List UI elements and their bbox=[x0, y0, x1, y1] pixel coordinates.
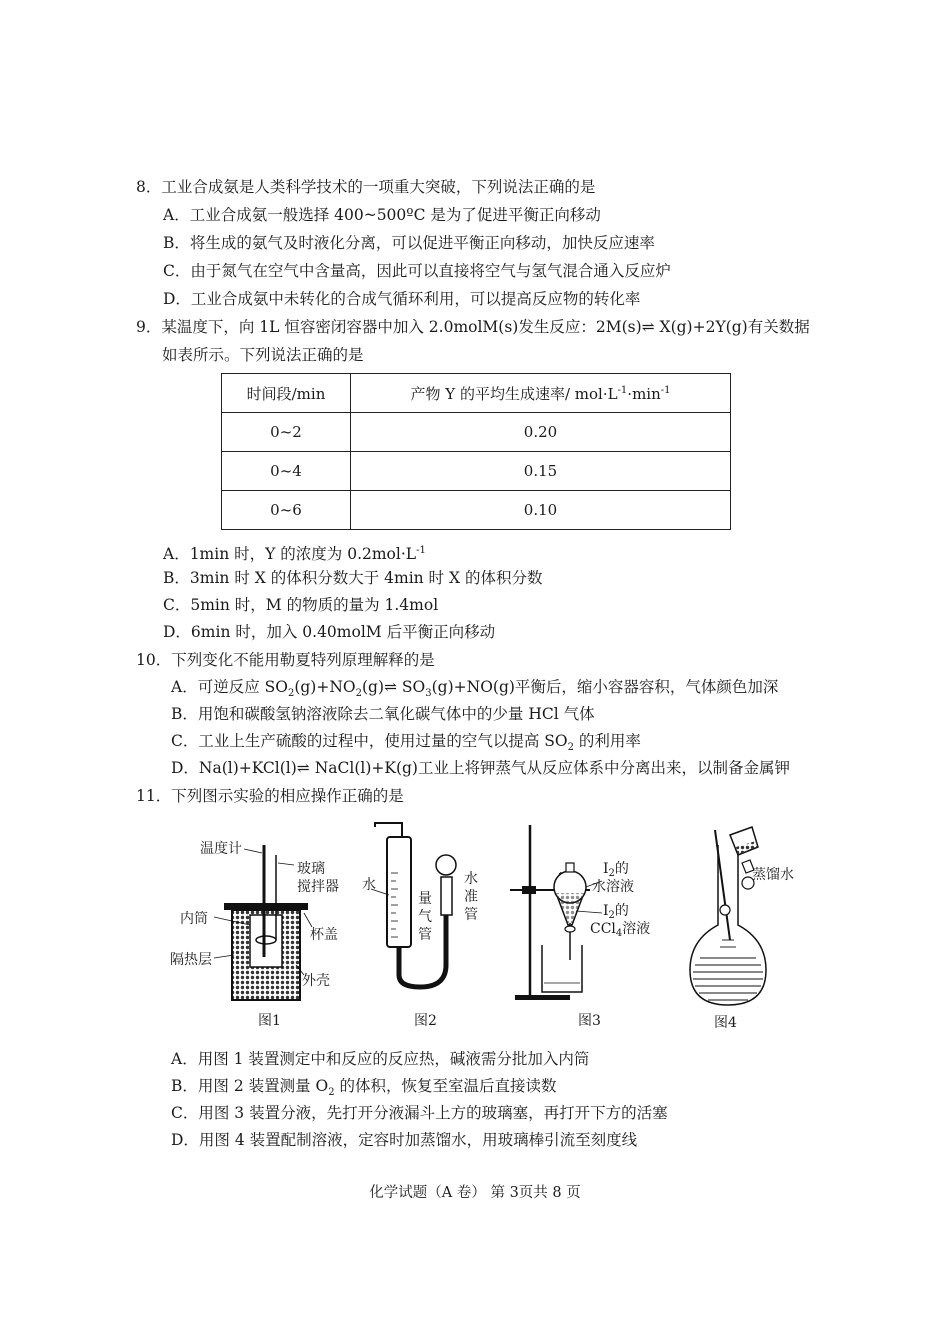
table-row bbox=[222, 491, 731, 530]
fig4-label-water: 蒸馏水 bbox=[752, 867, 794, 883]
figure4-volumetric-flask bbox=[690, 827, 794, 1031]
figure3-separatory-funnel bbox=[510, 825, 650, 1029]
table-cell-period: 0~2 bbox=[222, 413, 351, 452]
fig2-label-gauge-1: 量 bbox=[418, 891, 432, 907]
fig1-label-thermometer: 温度计 bbox=[200, 841, 242, 857]
table-cell-rate: 0.15 bbox=[351, 452, 731, 491]
q9-stem-line2: 如表所示。下列说法正确的是 bbox=[162, 346, 364, 364]
q11-option-b: B．用图 2 装置测量 $O_2$ 的体积，恢复至室温后直接读数 bbox=[171, 1077, 557, 1099]
q11-stem: 11．下列图示实验的相应操作正确的是 bbox=[136, 787, 404, 805]
fig2-label-gauge-2: 气 bbox=[418, 909, 432, 925]
q8-option-c: C．由于氮气在空气中含量高，因此可以直接将空气与氢气混合通入反应炉 bbox=[163, 262, 671, 280]
fig2-label-level-2: 准 bbox=[464, 889, 478, 905]
q9-option-c: C．5min 时，M 的物质的量为 1.4mol bbox=[163, 596, 439, 614]
q9-option-a: A．1min 时，Y 的浓度为 $0.2mol\cdot L^{-1}$ bbox=[163, 545, 426, 564]
q9-option-d: D．6min 时，加入 0.40molM 后平衡正向移动 bbox=[163, 623, 496, 641]
fig3-caption: 图3 bbox=[578, 1013, 601, 1029]
fig3-label-top-solution: 水溶液 bbox=[592, 879, 634, 895]
q9-option-b: B．3min 时 X 的体积分数大于 4min 时 X 的体积分数 bbox=[163, 569, 543, 587]
q11-option-c: C．用图 3 装置分液，先打开分液漏斗上方的玻璃塞，再打开下方的活塞 bbox=[171, 1104, 668, 1122]
table-cell-rate: 0.10 bbox=[351, 491, 731, 530]
fig1-label-insulation: 隔热层 bbox=[170, 952, 212, 968]
table-header-period: 时间段/min bbox=[222, 374, 351, 413]
q9-stem-line1: 9．某温度下，向 1L 恒容密闭容器中加入 2.0molM(s)发生反应：2M(s)⇌ X(g)+2Y(g)有关数据 bbox=[136, 318, 810, 336]
fig2-caption: 图2 bbox=[414, 1013, 437, 1029]
fig4-caption: 图4 bbox=[714, 1015, 737, 1031]
figure1-calorimeter bbox=[170, 840, 339, 1029]
table-cell-rate: 0.20 bbox=[351, 413, 731, 452]
fig1-caption: 图1 bbox=[258, 1013, 281, 1029]
q10-option-b: B．用饱和碳酸氢钠溶液除去二氧化碳气体中的少量 HCl 气体 bbox=[171, 705, 595, 723]
q9-data-table bbox=[221, 373, 731, 530]
table-header-rate: 产物 Y 的平均生成速率/ $mol\cdot L^{-1}\cdot\min^{-1}$ bbox=[351, 374, 731, 413]
fig1-label-shell: 外壳 bbox=[302, 973, 330, 989]
table-header-row bbox=[222, 374, 731, 413]
q8-option-d: D．工业合成氨中未转化的合成气循环利用，可以提高反应物的转化率 bbox=[163, 290, 641, 308]
q10-option-c: C．工业上生产硫酸的过程中，使用过量的空气以提高 $SO_2$ 的利用率 bbox=[171, 732, 641, 754]
fig2-label-water: 水 bbox=[362, 877, 376, 893]
table-cell-period: 0~4 bbox=[222, 452, 351, 491]
figure2-gas-burette bbox=[362, 823, 478, 1029]
fig2-label-level-1: 水 bbox=[464, 871, 478, 887]
fig1-label-inner: 内筒 bbox=[180, 911, 208, 927]
fig1-label-stirrer-1: 玻璃 bbox=[297, 861, 325, 877]
fig2-label-level-3: 管 bbox=[464, 907, 478, 923]
fig3-label-bottom: $I_2$的 bbox=[603, 903, 629, 921]
table-row bbox=[222, 452, 731, 491]
q8-option-a: A．工业合成氨一般选择 400~500ºC 是为了促进平衡正向移动 bbox=[163, 206, 601, 224]
q11-option-a: A．用图 1 装置测定中和反应的反应热，碱液需分批加入内筒 bbox=[171, 1050, 590, 1068]
q11-figures bbox=[170, 815, 810, 1040]
q10-stem: 10．下列变化不能用勒夏特列原理解释的是 bbox=[136, 651, 435, 669]
table-cell-period: 0~6 bbox=[222, 491, 351, 530]
q10-option-d: D．Na(l)+KCl(l)⇌ NaCl(l)+K(g)工业上将钾蒸气从反应体系中分离出来，以制备金属钾 bbox=[171, 759, 790, 777]
fig3-label-top: $I_2$的 bbox=[603, 861, 629, 879]
q10-option-a: A．可逆反应 $SO_2(g)+NO_2(g)\rightleftharpoons$ $SO_3(g)+NO(g)$平衡后，缩小容器容积，气体颜色加深 bbox=[171, 678, 779, 700]
apparatus-figures bbox=[170, 815, 810, 1040]
q8-stem: 8．工业合成氨是人类科学技术的一项重大突破，下列说法正确的是 bbox=[136, 178, 596, 196]
fig1-label-stirrer-2: 搅拌器 bbox=[297, 879, 339, 895]
q11-option-d: D．用图 4 装置配制溶液，定容时加蒸馏水，用玻璃棒引流至刻度线 bbox=[171, 1131, 638, 1149]
fig3-label-bottom-solution: CCl$_4$溶液 bbox=[590, 921, 651, 939]
q8-option-b: B．将生成的氨气及时液化分离，可以促进平衡正向移动，加快反应速率 bbox=[163, 234, 655, 252]
page-footer: 化学试题（A 卷） 第 3页共 8 页 bbox=[369, 1185, 581, 1201]
fig1-label-lid: 杯盖 bbox=[310, 927, 338, 943]
fig2-label-gauge-3: 管 bbox=[418, 927, 432, 943]
table-row bbox=[222, 413, 731, 452]
